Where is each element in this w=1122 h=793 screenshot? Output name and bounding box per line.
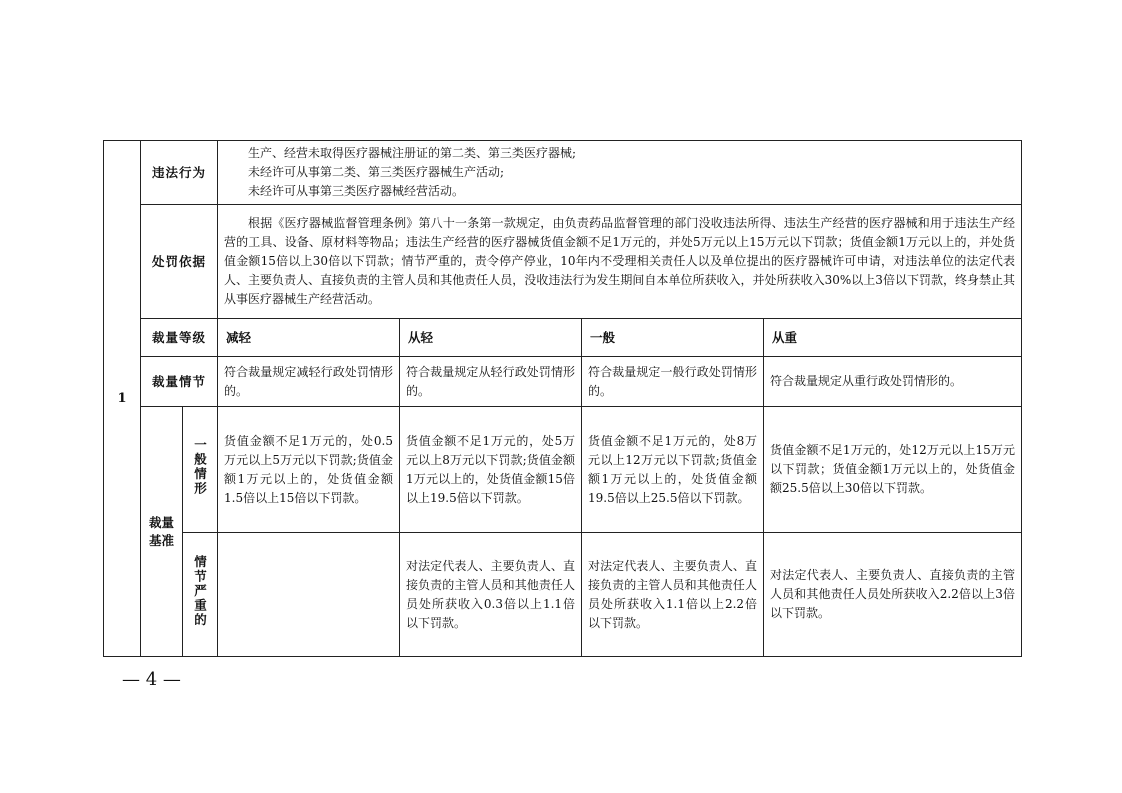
levels-row [104, 319, 1022, 357]
levels-label: 裁量等级 [141, 319, 218, 357]
basis-row [104, 205, 1022, 319]
serious-circumstance-label: 情节严重的 [192, 555, 208, 628]
general-standard-lenient: 货值金额不足1万元的，处5万元以上8万元以下罚款;货值金额1万元以上的，处货值金额15倍以上19.5倍以下罚款。 [400, 407, 582, 533]
serious-standard-general: 对法定代表人、主要负责人、直接负责的主管人员和其他责任人员处所获收入1.1倍以上2.2倍以下罚款。 [582, 533, 764, 657]
serious-standard-mitigated [218, 533, 400, 657]
page-number: — 4 — [122, 669, 181, 690]
penalty-discretion-table [103, 140, 1022, 657]
circumstance-mitigated: 符合裁量规定减轻行政处罚情形的。 [218, 357, 400, 407]
level-lenient: 从轻 [400, 319, 582, 357]
violation-line: 未经许可从事第三类医疗器械经营活动。 [248, 184, 465, 198]
circumstance-general: 符合裁量规定一般行政处罚情形的。 [582, 357, 764, 407]
violation-row [104, 141, 1022, 205]
violation-label: 违法行为 [141, 141, 218, 205]
violation-line: 未经许可从事第二类、第三类医疗器械生产活动; [248, 165, 505, 179]
circumstances-row [104, 357, 1022, 407]
circumstance-severe: 符合裁量规定从重行政处罚情形的。 [764, 357, 1022, 407]
level-general: 一般 [582, 319, 764, 357]
basis-label: 处罚依据 [141, 205, 218, 319]
violation-content [218, 141, 1022, 205]
basis-text: 根据《医疗器械监督管理条例》第八十一条第一款规定，由负责药品监督管理的部门没收违法所得、违法生产经营的医疗器械和用于违法生产经营的工具、设备、原材料等物品；违法生产经营的医疗器械货值金额不足1万元的，并处5万元以上15万元以下罚款；货值金额1万元以上的，并处货值金额15倍以上30倍以下罚款；情节严重的，责令停产停业，10年内不受理相关责任人以及单位提出的医疗器械许可申请，对违法单位的法定代表人、主要负责人、直接负责的主管人员和其他责任人员，没收违法行为发生期间自本单位所获收入，并处所获收入30%以上3倍以下罚款，终身禁止其从事医疗器械生产经营活动。 [218, 205, 1022, 319]
serious-standard-severe: 对法定代表人、主要负责人、直接负责的主管人员和其他责任人员处所获收入2.2倍以上3倍以下罚款。 [764, 533, 1022, 657]
circumstances-label: 裁量情节 [141, 357, 218, 407]
standard-label [141, 407, 183, 657]
serious-standard-lenient: 对法定代表人、主要负责人、直接负责的主管人员和其他责任人员处所获收入0.3倍以上1.1倍以下罚款。 [400, 533, 582, 657]
violation-line: 生产、经营未取得医疗器械注册证的第二类、第三类医疗器械; [248, 146, 577, 160]
general-circumstance-cell [183, 407, 218, 533]
general-standard-mitigated: 货值金额不足1万元的，处0.5万元以上5万元以下罚款;货值金额1万元以上的，处货值金额1.5倍以上15倍以下罚款。 [218, 407, 400, 533]
level-mitigated: 减轻 [218, 319, 400, 357]
general-circumstance-label: 一般情形 [192, 437, 208, 496]
general-standard-severe: 货值金额不足1万元的，处12万元以上15万元以下罚款；货值金额1万元以上的，处货值金额25.5倍以上30倍以下罚款。 [764, 407, 1022, 533]
standard-label-text: 裁量基准 [148, 514, 174, 548]
serious-circumstance-cell [183, 533, 218, 657]
penalty-discretion-table-wrapper [103, 140, 1021, 657]
serious-standard-row [104, 533, 1022, 657]
general-standard-general: 货值金额不足1万元的，处8万元以上12万元以下罚款;货值金额1万元以上的，处货值金额19.5倍以上25.5倍以下罚款。 [582, 407, 764, 533]
level-severe: 从重 [764, 319, 1022, 357]
row-number: 1 [104, 141, 141, 657]
general-standard-row [104, 407, 1022, 533]
circumstance-lenient: 符合裁量规定从轻行政处罚情形的。 [400, 357, 582, 407]
